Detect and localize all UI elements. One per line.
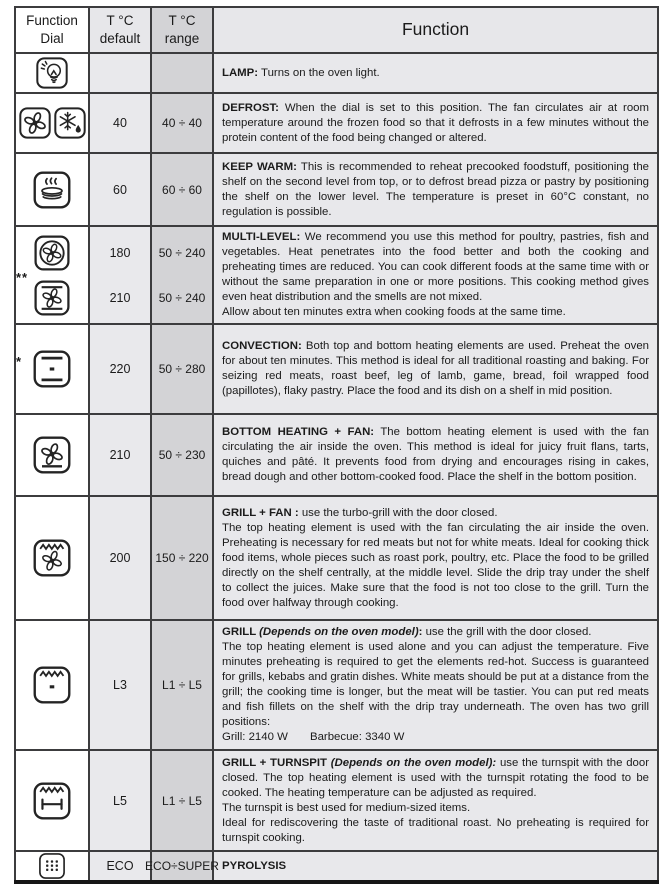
header-temp-range-line2: range xyxy=(164,31,200,46)
function-description-bottom-fan xyxy=(213,414,658,496)
footnote-marker: ** xyxy=(16,269,29,285)
temp-stack xyxy=(152,448,212,462)
header-temp-range xyxy=(151,7,213,53)
temp-stack xyxy=(152,678,212,692)
function-description-lamp xyxy=(213,53,658,93)
default-temp-value: L3 xyxy=(113,678,127,692)
function-description-pyrolysis xyxy=(213,851,658,882)
description-text: We recommend you use this method for poultry, pastries, fish and vegetables. Heat penetrates into the food better and both the cooking and preheating times are reduced. You can cook different foods at the same time with or without the same preparation in one or more positions. This cooking method gives even heat distribution and the smells are not mixed. xyxy=(222,231,649,303)
description-text: The top heating element is used alone and you can adjust the temperature. Five minutes preheating is required to get the elements red-hot. Success is guaranteed for grills, kebabs and gratin dishes. White meats should be put at a distance from the grill; the cooking time is longer, but the meat will be tastier. You can put red meats and fish fillets on the shelf with the drip tray underneath. The oven has two grill positions: xyxy=(222,641,649,728)
description-paragraph xyxy=(222,816,649,846)
function-title: GRILL xyxy=(222,626,260,638)
range-temp-value: L1 ÷ L5 xyxy=(162,793,202,808)
description-text: The bottom heating element is used with the fan circulating the air inside the oven. This method is ideal for juicy fruit flans, tarts, quiches and pâté. It prevents food from drying and encourages rising in cakes, bread dough and other bottom-cooked food. Place the shelf in the bottom position. xyxy=(222,426,649,483)
fan-circle-icon xyxy=(33,234,71,272)
temp-default-cell xyxy=(89,496,151,620)
function-title: KEEP WARM: xyxy=(222,160,297,173)
description-text: use the turbo-grill with the door closed. xyxy=(298,506,498,519)
temp-default-cell xyxy=(89,226,151,324)
temp-range-cell xyxy=(151,620,213,750)
function-description-keep-warm xyxy=(213,153,658,226)
description-text: Grill: 2140 W Barbecue: 3340 W xyxy=(222,731,405,743)
dial-cell-multi-level xyxy=(15,226,89,324)
temp-range-cell xyxy=(151,414,213,496)
default-temp-value: 210 xyxy=(109,448,131,462)
function-title: DEFROST: xyxy=(222,101,279,114)
temp-default-cell xyxy=(89,750,151,851)
defrost-snowflake-icon xyxy=(53,106,87,140)
dial-icon-stack xyxy=(16,665,88,705)
function-row-grill-fan xyxy=(15,496,658,620)
function-description-convection xyxy=(213,324,658,414)
function-title: BOTTOM HEATING + FAN: xyxy=(222,426,375,438)
function-row-grill-turnspit xyxy=(15,750,658,851)
description-paragraph xyxy=(222,859,649,874)
function-title: CONVECTION: xyxy=(222,340,302,352)
dial-cell-convection xyxy=(15,324,89,414)
temp-default-cell xyxy=(89,93,151,153)
dial-cell-grill xyxy=(15,620,89,750)
temp-stack xyxy=(152,794,212,808)
default-temp-value: L5 xyxy=(113,793,127,808)
dial-icon-stack xyxy=(16,781,88,821)
function-row-bottom-fan xyxy=(15,414,658,496)
range-temp-value: 50 ÷ 240 xyxy=(158,245,206,260)
header-function-dial-line1: Function xyxy=(26,12,78,28)
function-description-grill-turnspit xyxy=(213,750,658,851)
description-text: Allow about ten minutes extra when cooking foods at the same time. xyxy=(222,306,566,318)
function-description-grill-fan xyxy=(213,496,658,620)
description-paragraph xyxy=(222,230,649,305)
description-paragraph xyxy=(222,801,649,816)
dial-icon-stack xyxy=(16,349,88,389)
function-row-pyrolysis xyxy=(15,851,658,882)
temp-stack xyxy=(90,794,150,808)
convection-icon xyxy=(16,349,72,389)
function-title: MULTI-LEVEL: xyxy=(222,231,301,243)
dial-icon-stack xyxy=(16,106,88,140)
fan-icon xyxy=(18,106,52,140)
temp-stack xyxy=(90,116,150,130)
description-paragraph xyxy=(222,305,649,320)
footnote-marker: * xyxy=(16,354,23,369)
default-temp-value: 40 xyxy=(113,116,127,130)
function-row-keep-warm xyxy=(15,153,658,226)
default-temp-value: 210 xyxy=(109,290,131,305)
description-paragraph xyxy=(222,101,649,146)
description-text: use the grill with the door closed. xyxy=(422,626,592,638)
default-temp-value: 200 xyxy=(109,551,131,565)
function-row-grill xyxy=(15,620,658,750)
default-temp-value: ECO xyxy=(106,859,134,873)
temp-stack xyxy=(152,116,212,130)
temp-stack xyxy=(90,448,150,462)
temp-stack xyxy=(152,246,212,305)
temp-stack xyxy=(90,551,150,565)
temp-stack xyxy=(152,551,212,565)
description-paragraph xyxy=(222,625,649,640)
dial-cell-pyrolysis xyxy=(15,851,89,882)
dial-icon-stack xyxy=(16,56,88,90)
dial-cell-grill-turnspit xyxy=(15,750,89,851)
temp-range-cell xyxy=(151,324,213,414)
table-header-row xyxy=(15,7,658,53)
temp-range-cell xyxy=(151,226,213,324)
dial-icon-stack xyxy=(16,435,88,475)
description-paragraph xyxy=(222,339,649,399)
dial-icon-stack xyxy=(16,538,88,578)
temp-stack xyxy=(90,678,150,692)
dial-cell-grill-fan xyxy=(15,496,89,620)
function-description-defrost xyxy=(213,93,658,153)
temp-default-cell xyxy=(89,53,151,93)
temp-range-cell xyxy=(145,851,219,882)
grill-fan-icon xyxy=(32,538,72,578)
dial-cell-keep-warm xyxy=(15,153,89,226)
function-title: GRILL + FAN : xyxy=(222,506,299,519)
description-text: use the turnspit with the door closed. The top heating element is used with the turnspit rotating the food to be cooked. The heating temperature can be adjusted as required. xyxy=(222,756,649,799)
description-text: This is recommended to reheat precooked foodstuff, positioning the shelf on the second level from top, or to defrost bread pizza or pastry by positioning the shelf on the lower level. The temperature is preset in 60°C constant, no regulation is possible. xyxy=(222,160,649,218)
temp-range-cell xyxy=(151,93,213,153)
function-row-convection xyxy=(15,324,658,414)
oven-functions-table xyxy=(14,6,659,884)
temp-range-cell xyxy=(151,496,213,620)
function-title: : xyxy=(418,626,423,638)
description-text: The turnspit is best used for medium-sized items. xyxy=(222,801,471,814)
temp-default-cell xyxy=(89,153,151,226)
description-paragraph xyxy=(222,730,649,745)
function-description-grill xyxy=(213,620,658,750)
header-temp-range-line1: T °C xyxy=(168,12,196,28)
temp-stack xyxy=(152,362,212,376)
function-row-defrost xyxy=(15,93,658,153)
dial-cell-lamp xyxy=(15,53,89,93)
dial-cell-defrost xyxy=(15,93,89,153)
description-text: Both top and bottom heating elements are used. Preheat the oven for about ten minutes. This method is ideal for all traditional roasting and baking. For seizing red meats, roast beef, leg of lamb, game, bread, foil wrapped food (papillotes), flaky pastry. Place the food and its dish on a shelf in mid position. xyxy=(222,340,649,397)
temp-range-cell xyxy=(151,53,213,93)
dial-cell-bottom-fan xyxy=(15,414,89,496)
temp-stack xyxy=(90,859,150,873)
description-paragraph xyxy=(222,506,649,521)
range-temp-value: 50 ÷ 280 xyxy=(158,362,206,376)
default-temp-value: 180 xyxy=(109,245,131,260)
function-title: GRILL + TURNSPIT xyxy=(222,756,331,769)
keep-warm-icon xyxy=(32,170,72,210)
range-temp-value: 50 ÷ 230 xyxy=(158,448,206,462)
range-temp-value: 50 ÷ 240 xyxy=(158,290,206,305)
description-text: When the dial is set to this position. The fan circulates air at room temperature around the frozen food so that it defrosts in a few minutes without the protein content of the food being changed or altered. xyxy=(222,101,649,144)
temp-range-cell xyxy=(151,153,213,226)
range-temp-value: 40 ÷ 40 xyxy=(162,116,202,130)
function-table-body xyxy=(15,53,658,882)
description-paragraph xyxy=(222,425,649,485)
function-row-multi-level xyxy=(15,226,658,324)
dial-icon-stack xyxy=(16,234,88,317)
description-paragraph xyxy=(222,756,649,801)
header-temp-default-line2: default xyxy=(99,31,141,46)
temp-default-cell xyxy=(89,414,151,496)
default-temp-value: 220 xyxy=(109,362,131,376)
temp-stack xyxy=(90,183,150,197)
range-temp-value: ECO÷SUPER xyxy=(145,859,219,873)
description-text: (Depends on the oven model) xyxy=(259,626,419,638)
lamp-icon xyxy=(35,56,69,90)
description-text: Ideal for rediscovering the taste of traditional roast. No preheating is required for turnspit cooking. xyxy=(222,816,649,844)
function-row-lamp xyxy=(15,53,658,93)
temp-stack xyxy=(90,246,150,305)
description-paragraph xyxy=(222,160,649,220)
function-title: PYROLYSIS xyxy=(222,859,287,872)
fan-bottom-line-icon xyxy=(32,435,72,475)
function-description-multi-level xyxy=(213,226,658,324)
temp-stack xyxy=(145,859,219,873)
description-paragraph xyxy=(222,66,649,81)
temp-stack xyxy=(152,183,212,197)
header-temp-default-line1: T °C xyxy=(106,12,134,28)
default-temp-value: 60 xyxy=(113,182,127,197)
description-text: Turns on the oven light. xyxy=(258,66,380,79)
temp-default-cell xyxy=(89,324,151,414)
temp-range-cell xyxy=(151,750,213,851)
temp-default-cell xyxy=(89,620,151,750)
function-title: LAMP: xyxy=(222,66,259,79)
header-function-dial xyxy=(15,7,89,53)
description-paragraph xyxy=(222,640,649,730)
header-temp-default xyxy=(89,7,151,53)
header-function-dial-line2: Dial xyxy=(40,31,64,46)
grill-turnspit-icon xyxy=(32,781,72,821)
dial-icon-stack xyxy=(16,852,88,880)
temp-default-cell xyxy=(89,851,151,882)
description-text: The top heating element is used with the fan circulating the air inside the oven. Preheating is necessary for red meats but not for white meats. Ideal for cooking thick food items, whole pieces such as roast pork, poultry, etc. Place the food to be grilled directly on the shelf centrally, at the middle level. Slide the drip tray under the shelf to collect the juices. Make sure that the food is not too close to the grill. Turn the food over halfway through cooking. xyxy=(222,521,649,609)
grill-icon xyxy=(32,665,72,705)
pyrolysis-icon xyxy=(38,852,66,880)
fan-lines-icon xyxy=(16,269,71,317)
dial-icon-stack xyxy=(16,170,88,210)
header-function: Function xyxy=(213,7,658,53)
description-paragraph xyxy=(222,521,649,611)
range-temp-value: 150 ÷ 220 xyxy=(155,551,209,565)
range-temp-value: L1 ÷ L5 xyxy=(162,678,202,692)
description-text: (Depends on the oven model): xyxy=(330,756,497,769)
temp-stack xyxy=(90,362,150,376)
range-temp-value: 60 ÷ 60 xyxy=(162,182,202,197)
